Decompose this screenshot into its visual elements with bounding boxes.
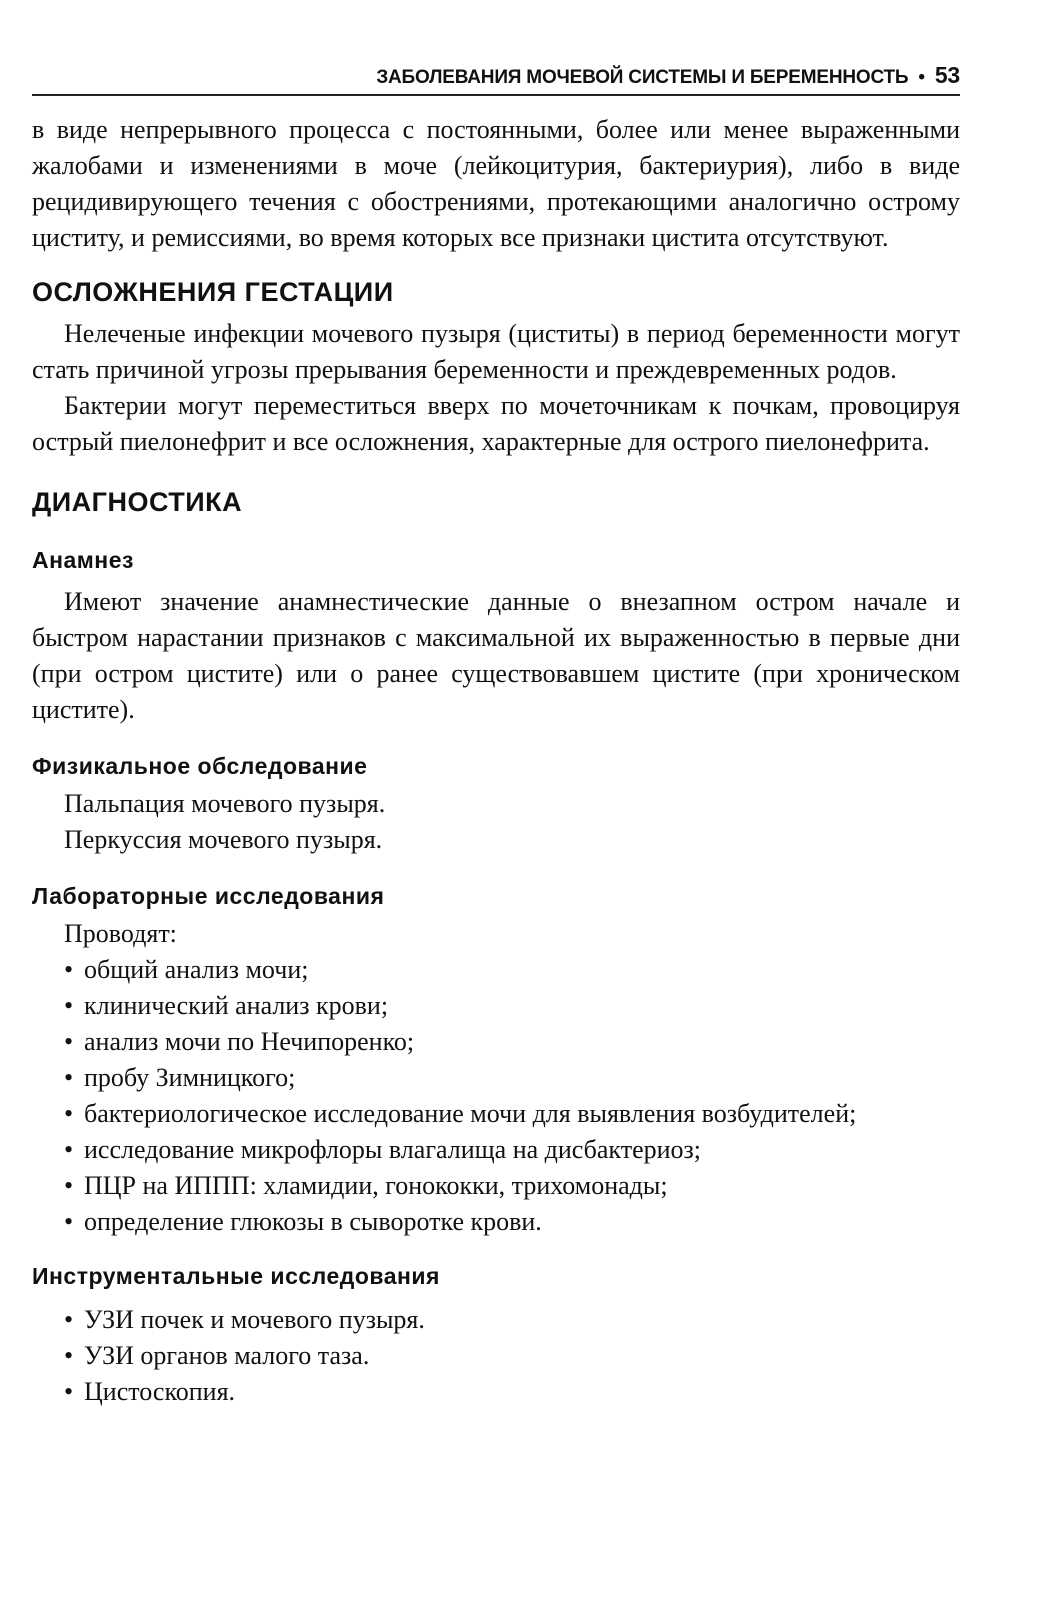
list-item: • исследование микрофлоры влагалища на дисбактериоз;	[64, 1132, 960, 1168]
heading-instrumental-tests: Инструментальные исследования	[32, 1263, 440, 1289]
page-number: 53	[934, 62, 960, 88]
laboratory-lead: Проводят:	[64, 919, 177, 948]
list-item: • клинический анализ крови;	[64, 988, 960, 1024]
list-item: • анализ мочи по Нечипоренко;	[64, 1024, 960, 1060]
laboratory-list	[32, 952, 960, 1240]
list-item: • бактериологическое исследование мочи для выявления возбудителей;	[64, 1096, 960, 1132]
physical-exam-line: Пальпация мочевого пузыря.	[64, 789, 386, 818]
physical-exam-line: Перкуссия мочевого пузыря.	[64, 825, 383, 854]
heading-physical-exam: Физикальное обследование	[32, 753, 368, 779]
list-item: • Цистоскопия.	[64, 1374, 960, 1410]
instrumental-list	[32, 1302, 960, 1410]
gestation-paragraph-1: Нелеченые инфекции мочевого пузыря (циститы) в период беременности могут стать причиной угрозы прерывания беременности и преждевременных родов.	[32, 319, 960, 384]
heading-anamnesis: Анамнез	[32, 547, 134, 573]
intro-paragraph: в виде непрерывного процесса с постоянными, более или менее выраженными жалобами и изменениями в моче (лейкоцитурия, бактериурия), либо в виде рецидивирующего течения с обострениями, протекающими аналогично острому циститу, и ремиссиями, во время которых все признаки цистита отсутствуют.	[32, 115, 960, 252]
list-item: • пробу Зимницкого;	[64, 1060, 960, 1096]
list-item: • общий анализ мочи;	[64, 952, 960, 988]
anamnesis-paragraph: Имеют значение анамнестические данные о внезапном остром начале и быстром нарастании признаков с максимальной их выраженностью в первые дни (при остром цистите) или о ранее существовавшем цистите (при хроническом цистите).	[32, 587, 960, 724]
heading-gestation-complications: ОСЛОЖНЕНИЯ ГЕСТАЦИИ	[32, 277, 394, 307]
list-item: • ПЦР на ИППП: хламидии, гонококки, трихомонады;	[64, 1168, 960, 1204]
list-item: • УЗИ органов малого таза.	[64, 1338, 960, 1374]
list-item: • определение глюкозы в сыворотке крови.	[64, 1204, 960, 1240]
running-head	[32, 58, 960, 96]
heading-laboratory-tests: Лабораторные исследования	[32, 883, 385, 909]
running-head-title: ЗАБОЛЕВАНИЯ МОЧЕВОЙ СИСТЕМЫ И БЕРЕМЕННОСТЬ	[376, 67, 909, 88]
running-head-bullet: •	[918, 67, 925, 88]
list-item: • УЗИ почек и мочевого пузыря.	[64, 1302, 960, 1338]
page-content	[32, 112, 960, 1410]
gestation-paragraph-2: Бактерии могут переместиться вверх по мочеточникам к почкам, провоцируя острый пиелонефрит и все осложнения, характерные для острого пиелонефрита.	[32, 391, 960, 456]
heading-diagnostics: ДИАГНОСТИКА	[32, 487, 243, 517]
